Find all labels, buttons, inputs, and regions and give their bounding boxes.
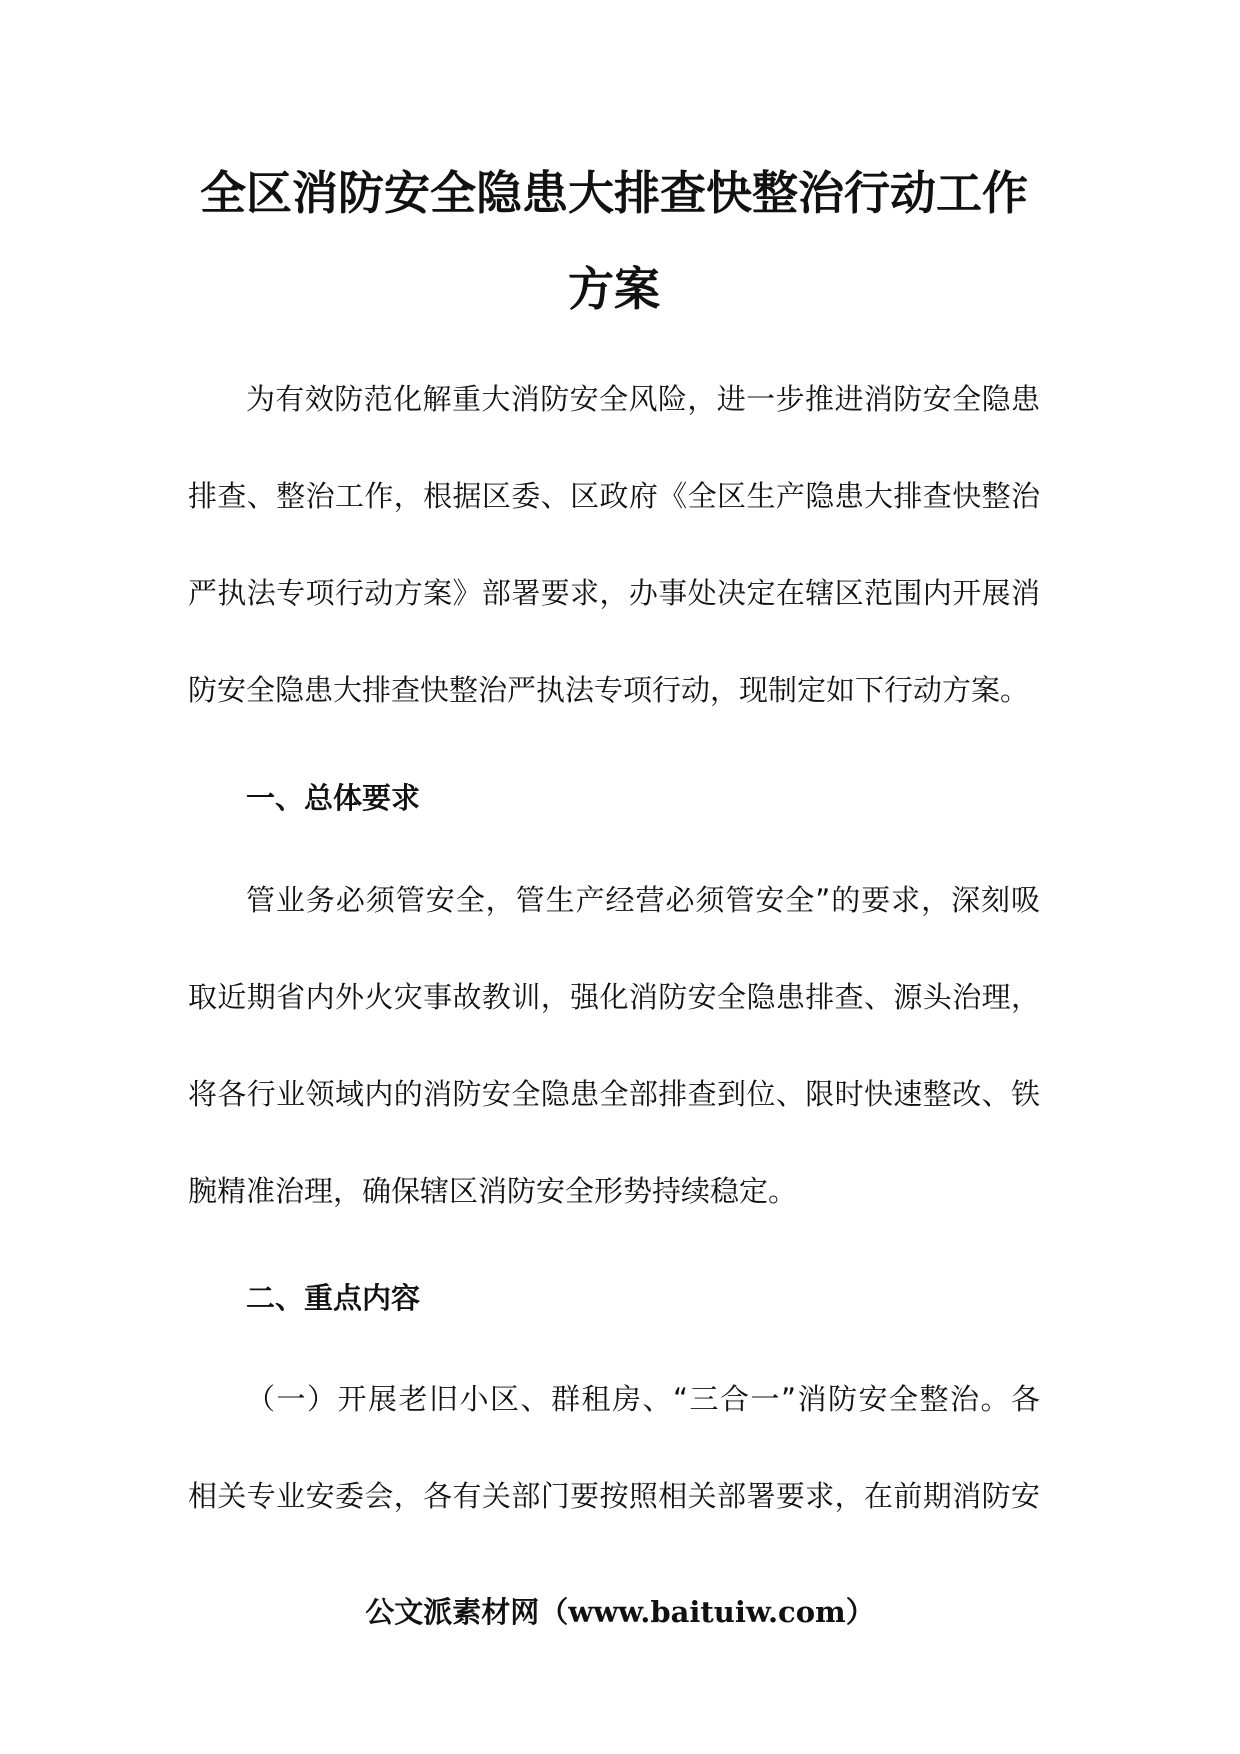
paragraph-line: 管业务必须管安全，管生产经营必须管安全”的要求，深刻吸 [246, 883, 1040, 917]
paragraph-line: 为有效防范化解重大消防安全风险，进一步推进消防安全隐患 [246, 382, 1040, 416]
paragraph-line: 严执法专项行动方案》部署要求，办事处决定在辖区范围内开展消 [188, 576, 1040, 610]
footer-watermark-text: 公文派素材网（www.baituiw.com） [365, 1595, 875, 1629]
paragraph-line: 排查、整治工作，根据区委、区政府《全区生产隐患大排查快整治 [188, 479, 1040, 513]
document-title-line-1: 全区消防安全隐患大排查快整治行动工作 [200, 166, 1028, 220]
paragraph-line: 将各行业领域内的消防安全隐患全部排查到位、限时快速整改、铁 [188, 1077, 1040, 1111]
paragraph-line: 相关专业安委会，各有关部门要按照相关部署要求，在前期消防安 [188, 1479, 1040, 1513]
paragraph-line: 取近期省内外火灾事故教训，强化消防安全隐患排查、源头治理， [188, 980, 1040, 1014]
section-heading-1: 一、总体要求 [246, 781, 421, 815]
document-title-line-2: 方案 [568, 262, 660, 316]
paragraph-line: 防安全隐患大排查快整治严执法专项行动，现制定如下行动方案。 [188, 673, 1030, 707]
paragraph-line: （一）开展老旧小区、群租房、“三合一”消防安全整治。各 [246, 1382, 1040, 1416]
section-heading-2: 二、重点内容 [246, 1281, 421, 1315]
paragraph-line: 腕精准治理，确保辖区消防安全形势持续稳定。 [188, 1174, 798, 1208]
document-page [188, 0, 1040, 1754]
